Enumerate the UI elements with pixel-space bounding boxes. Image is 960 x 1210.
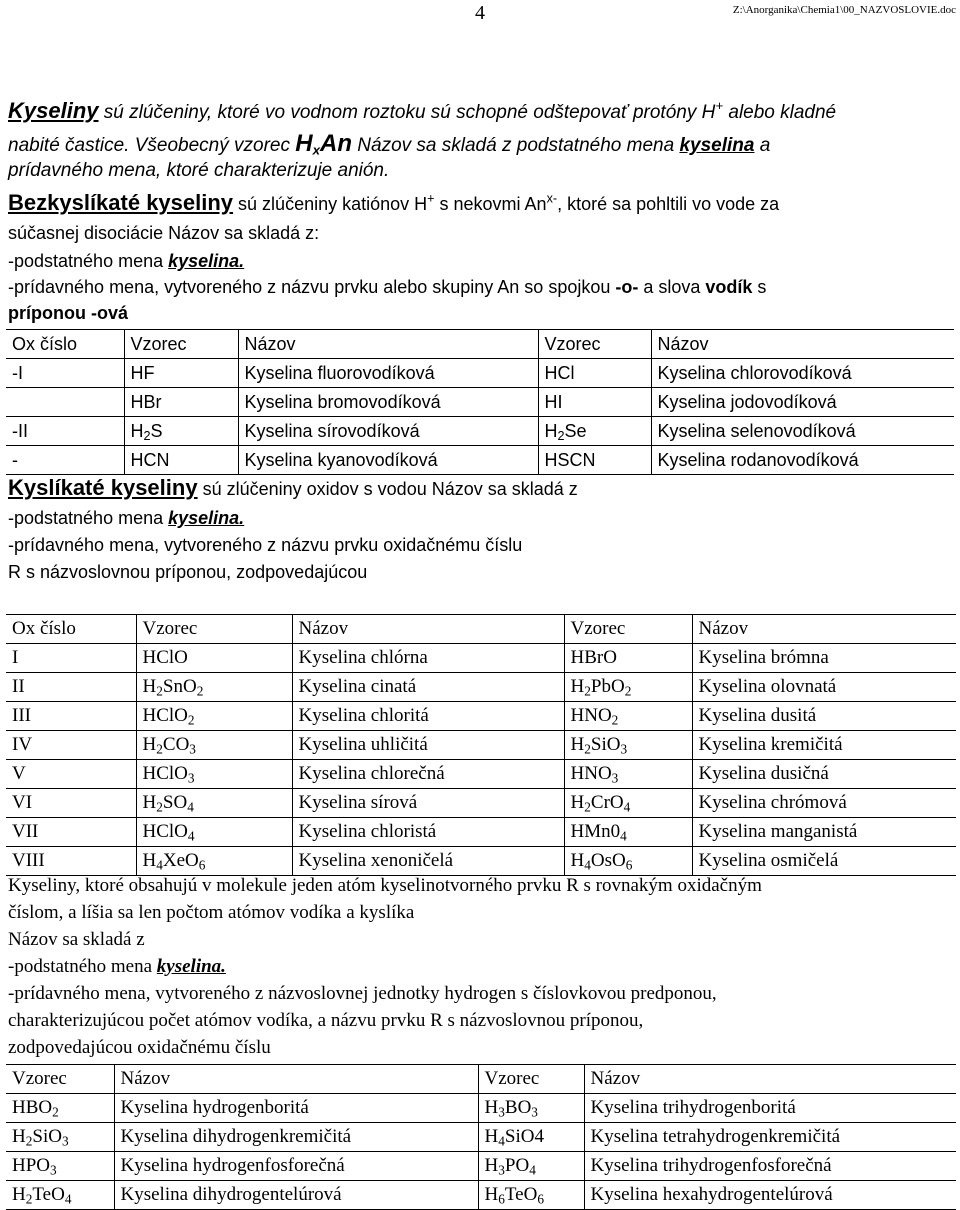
formula-cell [136, 702, 292, 731]
cell: Kyselina osmičelá [692, 847, 956, 876]
f: 2 [196, 683, 204, 699]
f: 4 [156, 857, 163, 873]
intro-text: a [754, 135, 771, 156]
cell: HF [124, 359, 238, 388]
f: H [544, 420, 558, 441]
formula-cell [478, 1094, 584, 1123]
formula-cell [124, 417, 238, 446]
header-cell: Názov [584, 1065, 956, 1094]
f: H [142, 734, 157, 755]
f: 6 [625, 857, 633, 873]
f: HClO [142, 821, 188, 842]
f: 4 [187, 799, 194, 815]
table-header-row [6, 1065, 956, 1094]
header-cell: Názov [292, 615, 564, 644]
cell: HBr [124, 388, 238, 417]
table-row [6, 731, 956, 760]
table-row [6, 417, 954, 446]
f: H [484, 1097, 499, 1118]
cell: HSCN [538, 446, 651, 475]
table-header-row [6, 330, 954, 359]
f: HNO [570, 705, 612, 726]
multi-line-3: Názov sa skladá z [8, 929, 145, 950]
f: 2 [187, 712, 195, 728]
header-cell: Ox číslo [6, 330, 124, 359]
f: 2 [611, 712, 619, 728]
formula-cell [564, 702, 692, 731]
table-row [6, 1181, 956, 1210]
cell: Kyselina tetrahydrogenkremičitá [584, 1123, 956, 1152]
multi-line-6: charakterizujúcou počet atómov vodíka, a názvu prvku R s názvoslovnou príponou, [8, 1010, 644, 1031]
f: 2 [584, 741, 591, 757]
f: SiO [590, 734, 621, 755]
header-cell: Vzorec [478, 1065, 584, 1094]
header-cell: Názov [114, 1065, 478, 1094]
formula-an: An [320, 130, 353, 157]
cell: Kyselina dihydrogentelúrová [114, 1181, 478, 1210]
f: H [130, 420, 144, 441]
header-cell: Vzorec [136, 615, 292, 644]
f: HClO [142, 705, 188, 726]
oxo-line-1 [8, 475, 954, 501]
cell [6, 388, 124, 417]
multi-line-1: Kyseliny, ktoré obsahujú v molekule jeden atóm kyselinotvorného prvku R s rovnakým oxidačným [8, 875, 762, 896]
text: s [752, 277, 767, 297]
f: H [570, 850, 585, 871]
text: -prídavného mena, vytvoreného z názvu prvku alebo skupiny An so spojkou [8, 277, 616, 297]
text: -o- [615, 277, 639, 297]
intro-text: nabité častice. Všeobecný vzorec [8, 135, 296, 156]
table-row [6, 818, 956, 847]
table-row [6, 359, 954, 388]
cell: I [6, 644, 136, 673]
cell: Kyselina chlorečná [292, 760, 564, 789]
f: S [150, 420, 163, 441]
f: 4 [498, 1133, 505, 1149]
f: H [484, 1126, 499, 1147]
f: 4 [584, 857, 591, 873]
formula-cell [478, 1181, 584, 1210]
f: XeO [162, 850, 199, 871]
f: 2 [624, 683, 632, 699]
cell: Kyselina dusitá [692, 702, 956, 731]
oxo-line-4: R s názvoslovnou príponou, zodpovedajúcou [8, 562, 368, 582]
header-cell: Vzorec [6, 1065, 114, 1094]
f: TeO [32, 1184, 65, 1205]
cell: Kyselina uhličitá [292, 731, 564, 760]
cell: Kyselina kremičitá [692, 731, 956, 760]
cell: Kyselina trihydrogenboritá [584, 1094, 956, 1123]
f: HMn0 [570, 821, 621, 842]
f: H [484, 1184, 499, 1205]
multi-line-2: číslom, a líšia sa len počtom atómov vodíka a kyslíka [8, 902, 415, 923]
sup: + [427, 191, 435, 206]
cell: Kyselina hydrogenboritá [114, 1094, 478, 1123]
table-row [6, 1123, 956, 1152]
oxo-table [6, 614, 956, 876]
table-row [6, 388, 954, 417]
f: 2 [584, 683, 591, 699]
cell: HI [538, 388, 651, 417]
f: 3 [620, 741, 628, 757]
f: 2 [52, 1104, 59, 1120]
cell: Kyselina sírovodíková [238, 417, 538, 446]
formula-cell [6, 1181, 114, 1210]
cell: Kyselina dusičná [692, 760, 956, 789]
formula-cell [564, 731, 692, 760]
kyselina-word: kyselina. [168, 251, 245, 271]
formula-cell [136, 731, 292, 760]
f: HBO [12, 1097, 53, 1118]
f: 2 [156, 741, 163, 757]
kyselina-word: kyselina. [156, 956, 226, 977]
text: sú zlúčeniny oxidov s vodou Názov sa skladá z [197, 479, 578, 499]
formula-cell [564, 847, 692, 876]
table-row [6, 644, 956, 673]
f: SiO [32, 1126, 62, 1147]
cell: Kyselina bromovodíková [238, 388, 538, 417]
f: H [142, 792, 157, 813]
cell: Kyselina selenovodíková [651, 417, 954, 446]
file-path: Z:\Anorganika\Chemia1\00_NAZVOSLOVIE.doc [732, 4, 956, 16]
f: 4 [620, 828, 627, 844]
cell: VIII [6, 847, 136, 876]
oxygen-free-table [6, 329, 954, 475]
cell: V [6, 760, 136, 789]
formula-cell [564, 760, 692, 789]
table-row [6, 1152, 956, 1181]
formula-cell [136, 847, 292, 876]
table-row [6, 446, 954, 475]
f: 3 [50, 1162, 57, 1178]
header-cell: Vzorec [538, 330, 651, 359]
f: H [142, 850, 157, 871]
f: 6 [498, 1191, 505, 1207]
cell: Kyselina kyanovodíková [238, 446, 538, 475]
f: H [12, 1126, 26, 1147]
formula-cell [136, 673, 292, 702]
f: CrO [590, 792, 624, 813]
f: 2 [25, 1133, 33, 1149]
cell: Kyselina chloristá [292, 818, 564, 847]
f: 3 [498, 1162, 505, 1178]
table-row [6, 673, 956, 702]
cell: -II [6, 417, 124, 446]
text: sú zlúčeniny katiónov H [233, 194, 428, 214]
f: H [570, 734, 585, 755]
f: Se [564, 420, 587, 441]
cell: HCN [124, 446, 238, 475]
f: 2 [25, 1191, 33, 1207]
f: TeO [504, 1184, 538, 1205]
f: 3 [611, 770, 619, 786]
cell: Kyselina olovnatá [692, 673, 956, 702]
f: 3 [498, 1104, 505, 1120]
text: , ktoré sa pohltili vo vode za [557, 194, 780, 214]
cell: IV [6, 731, 136, 760]
f: OsO [590, 850, 626, 871]
h-plus-sup: + [715, 98, 724, 114]
f: 6 [198, 857, 206, 873]
table-row [6, 1094, 956, 1123]
header-cell: Názov [651, 330, 954, 359]
header-cell: Vzorec [564, 615, 692, 644]
sup: x- [546, 191, 558, 206]
intro-text: Názov sa skladá z podstatného mena [352, 135, 680, 156]
f: HNO [570, 763, 612, 784]
formula-cell [564, 789, 692, 818]
f: 4 [187, 828, 195, 844]
header-cell: Ox číslo [6, 615, 136, 644]
cell: Kyselina rodanovodíková [651, 446, 954, 475]
oxo-line-2 [8, 508, 954, 529]
oxygen-free-line-4 [8, 277, 954, 298]
intro-line-1 [8, 98, 954, 124]
f: 2 [156, 799, 163, 815]
cell: Kyselina fluorovodíková [238, 359, 538, 388]
cell: Kyselina chlórna [292, 644, 564, 673]
f: 3 [531, 1104, 538, 1120]
f: 4 [529, 1162, 536, 1178]
cell: Kyselina jodovodíková [651, 388, 954, 417]
f: PbO [590, 676, 625, 697]
formula-cell: HClO [136, 644, 292, 673]
cell: Kyselina manganistá [692, 818, 956, 847]
text: a slova [638, 277, 706, 297]
formula-cell: HBrO [564, 644, 692, 673]
text: -podstatného mena [8, 251, 169, 271]
header-cell: Názov [692, 615, 956, 644]
f: 3 [61, 1133, 69, 1149]
table-header-row [6, 615, 956, 644]
f: H [12, 1184, 26, 1205]
header-cell: Názov [238, 330, 538, 359]
formula-cell [478, 1123, 584, 1152]
formula-cell [564, 673, 692, 702]
text: s nekovmi An [434, 194, 547, 214]
f: PO [504, 1155, 530, 1176]
cell: Kyselina xenoničelá [292, 847, 564, 876]
formula-cell [136, 818, 292, 847]
f: 2 [557, 428, 565, 443]
cell: Kyselina cinatá [292, 673, 564, 702]
f: H [484, 1155, 499, 1176]
cell: - [6, 446, 124, 475]
f: BO [504, 1097, 532, 1118]
cell: Kyselina hexahydrogentelúrová [584, 1181, 956, 1210]
cell: II [6, 673, 136, 702]
formula-h: H [295, 130, 313, 157]
cell: Kyselina hydrogenfosforečná [114, 1152, 478, 1181]
cell: Kyselina sírová [292, 789, 564, 818]
table-row [6, 702, 956, 731]
table-row [6, 789, 956, 818]
f: 3 [187, 770, 195, 786]
formula-x: x [312, 142, 321, 158]
page-number: 4 [475, 2, 485, 24]
formula-cell [6, 1123, 114, 1152]
multi-line-5: -prídavného mena, vytvoreného z názvoslovnej jednotky hydrogen s číslovkovou predponou, [8, 983, 717, 1004]
intro-text: sú zlúčeniny, ktoré vo vodnom roztoku sú schopné odštepovať protóny H [98, 102, 716, 123]
multi-line-7: zodpovedajúcou oxidačnému číslu [8, 1037, 271, 1058]
cell: Kyselina chlorovodíková [651, 359, 954, 388]
cell: VII [6, 818, 136, 847]
formula-cell [564, 818, 692, 847]
f: 2 [143, 428, 151, 443]
cell: VI [6, 789, 136, 818]
f: 2 [584, 799, 591, 815]
f: 4 [64, 1191, 72, 1207]
f: 4 [623, 799, 631, 815]
header-cell: Vzorec [124, 330, 238, 359]
cell: Kyselina chloritá [292, 702, 564, 731]
text: -podstatného mena [8, 508, 169, 528]
f: CO [162, 734, 190, 755]
intro-line-3: prídavného mena, ktoré charakterizuje anión. [8, 160, 390, 181]
oxygen-free-line-2: súčasnej disociácie Názov sa skladá z: [8, 223, 320, 243]
oxygen-free-line-1 [8, 190, 954, 216]
formula-cell [538, 417, 651, 446]
formula-cell [6, 1152, 114, 1181]
formula-cell [136, 760, 292, 789]
kyseliny-term: Kyseliny [8, 98, 99, 123]
cell: HCl [538, 359, 651, 388]
f: 2 [156, 683, 163, 699]
formula-cell [6, 1094, 114, 1123]
f: HPO [12, 1155, 51, 1176]
oxygen-free-line-5: príponou -ová [8, 303, 128, 323]
cell: III [6, 702, 136, 731]
table-row [6, 847, 956, 876]
oxygen-free-line-3 [8, 251, 954, 272]
f: H [142, 676, 157, 697]
f: 6 [537, 1191, 544, 1207]
oxygen-free-heading: Bezkyslíkaté kyseliny [8, 190, 234, 215]
f: SO [162, 792, 188, 813]
cell: Kyselina chrómová [692, 789, 956, 818]
f: 3 [189, 741, 196, 757]
f: H [570, 792, 585, 813]
cell: -I [6, 359, 124, 388]
f: SnO [162, 676, 197, 697]
formula-cell [478, 1152, 584, 1181]
multi-table [6, 1064, 956, 1210]
intro-line-2 [8, 130, 954, 158]
table-row [6, 760, 956, 789]
text: -podstatného mena [8, 956, 157, 977]
formula-cell [136, 789, 292, 818]
multi-line-4 [8, 956, 954, 978]
cell: Kyselina brómna [692, 644, 956, 673]
oxo-line-3: -prídavného mena, vytvoreného z názvu prvku oxidačnému číslu [8, 535, 523, 555]
kyselina-word: kyselina. [168, 508, 245, 528]
f: SiO4 [504, 1126, 544, 1147]
cell: Kyselina trihydrogenfosforečná [584, 1152, 956, 1181]
intro-text-end: alebo kladné [723, 102, 837, 123]
f: H [570, 676, 585, 697]
cell: Kyselina dihydrogenkremičitá [114, 1123, 478, 1152]
kyselina-word: kyselina [679, 135, 755, 156]
oxo-heading: Kyslíkaté kyseliny [8, 475, 198, 500]
text: vodík [705, 277, 753, 297]
f: HClO [142, 763, 188, 784]
